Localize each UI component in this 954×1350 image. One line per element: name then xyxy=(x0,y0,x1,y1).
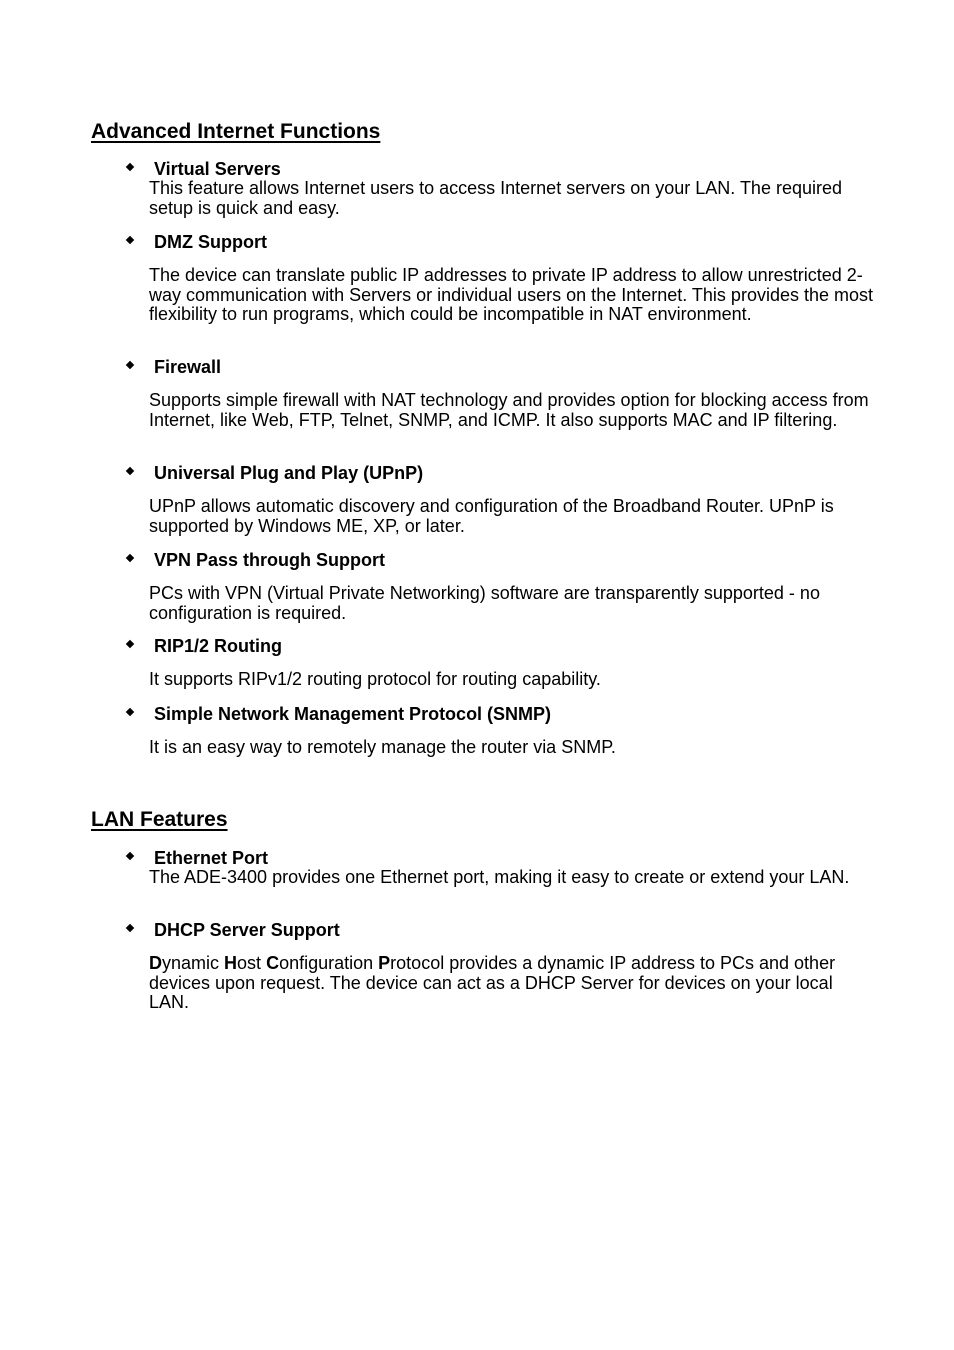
feature-title: Virtual Servers xyxy=(154,159,281,179)
feature-rip-routing xyxy=(91,636,881,690)
feature-description: It is an easy way to remotely manage the router via SNMP. xyxy=(149,737,616,757)
feature-vpn-pass-through xyxy=(91,550,881,623)
feature-ethernet-port xyxy=(91,848,881,888)
feature-virtual-servers xyxy=(91,159,881,218)
feature-description xyxy=(149,954,874,1013)
dhcp-word-rest: ost xyxy=(237,953,262,973)
bullet-icon xyxy=(126,554,134,562)
feature-title: Firewall xyxy=(154,357,222,377)
feature-title: DMZ Support xyxy=(154,232,267,252)
bullet-icon xyxy=(126,924,134,932)
section-title: Advanced Internet Functions xyxy=(91,120,381,143)
feature-upnp xyxy=(91,463,881,536)
dhcp-letter-p: P xyxy=(378,953,391,973)
feature-description: UPnP allows automatic discovery and configuration of the Broadband Router. UPnP is supported by Windows ME, XP, or later. xyxy=(149,496,834,536)
dhcp-letter-c: C xyxy=(266,953,280,973)
feature-title: RIP1/2 Routing xyxy=(154,636,283,656)
feature-description: The device can translate public IP addresses to private IP address to allow unrestricted 2-way communication with Servers or individual users on the Internet. This provides the most flexibility to run programs, which could be incompatible in NAT environment. xyxy=(149,265,873,324)
dhcp-letter-h: H xyxy=(224,953,238,973)
dhcp-word-rest: rotocol provides a dynamic IP address to PCs and other devices upon request. The device can act as a DHCP Server for devices on your local LAN. xyxy=(149,953,836,1012)
bullet-icon xyxy=(126,640,134,648)
feature-title: DHCP Server Support xyxy=(154,920,340,940)
feature-description: It supports RIPv1/2 routing protocol for routing capability. xyxy=(149,669,601,689)
feature-description: This feature allows Internet users to access Internet servers on your LAN. The required setup is quick and easy. xyxy=(149,178,842,218)
feature-title: Universal Plug and Play (UPnP) xyxy=(154,463,424,483)
feature-title: VPN Pass through Support xyxy=(154,550,386,570)
bullet-icon xyxy=(126,236,134,244)
section-title: LAN Features xyxy=(91,808,228,831)
feature-title: Ethernet Port xyxy=(154,848,269,868)
feature-description: Supports simple firewall with NAT technology and provides option for blocking access from Internet, like Web, FTP, Telnet, SNMP, and ICMP. It also supports MAC and IP filtering. xyxy=(149,390,869,430)
feature-snmp xyxy=(91,704,881,758)
feature-dmz-support xyxy=(91,232,881,325)
dhcp-word-rest: onfiguration xyxy=(279,953,374,973)
feature-firewall xyxy=(91,357,881,430)
bullet-icon xyxy=(126,467,134,475)
bullet-icon xyxy=(126,361,134,369)
feature-description: The ADE-3400 provides one Ethernet port, making it easy to create or extend your LAN. xyxy=(149,867,850,887)
section-lan-features xyxy=(91,808,881,832)
bullet-icon xyxy=(126,852,134,860)
dhcp-letter-d: D xyxy=(149,953,162,973)
feature-title: Simple Network Management Protocol (SNMP) xyxy=(154,704,552,724)
feature-description: PCs with VPN (Virtual Private Networking) software are transparently supported - no configuration is required. xyxy=(149,583,820,623)
feature-dhcp-server xyxy=(91,920,881,1013)
bullet-icon xyxy=(126,708,134,716)
dhcp-word-rest: ynamic xyxy=(162,953,220,973)
bullet-icon xyxy=(126,163,134,171)
section-advanced-internet-functions xyxy=(91,120,881,144)
